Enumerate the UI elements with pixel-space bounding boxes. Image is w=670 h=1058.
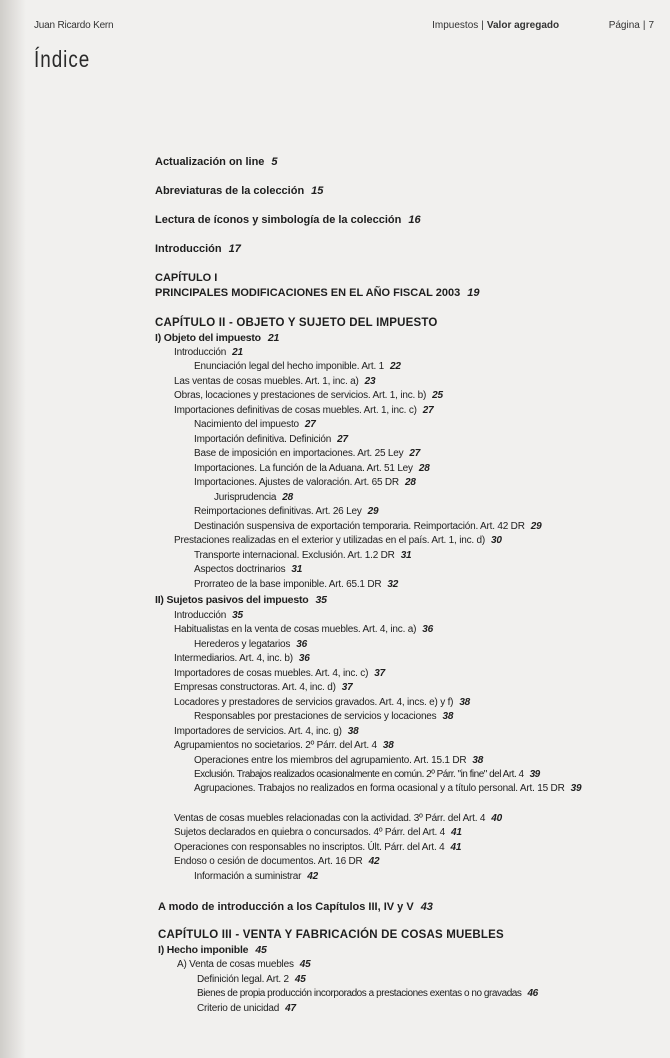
page-title: Índice [34, 46, 91, 72]
toc-entry: Base de imposición en importaciones. Art. 25 Ley 27 [194, 448, 421, 459]
running-head-topic: Impuestos [432, 20, 479, 31]
toc-entry: Exclusión. Trabajos realizados ocasionalmente en común. 2º Párr. "in fine" del Art. 4 39 [194, 769, 540, 780]
running-head-subtopic: Valor agregado [486, 20, 560, 31]
toc-entry: Importaciones. La función de la Aduana. Art. 51 Ley 28 [194, 463, 430, 474]
toc-entry: Importaciones definitivas de cosas muebles. Art. 1, inc. c) 27 [174, 405, 434, 416]
toc-entry: Definición legal. Art. 2 45 [197, 974, 306, 985]
chapter-title: CAPÍTULO III - VENTA Y FABRICACIÓN DE COSAS MUEBLES [158, 929, 504, 941]
toc-entry: Operaciones entre los miembros del agrupamiento. Art. 15.1 DR 38 [194, 755, 484, 766]
toc-entry: Empresas constructoras. Art. 4, inc. d) 37 [174, 682, 353, 693]
section-heading: I) Hecho imponible 45 [158, 944, 267, 956]
toc-entry: Abreviaturas de la colección 15 [155, 185, 324, 197]
chapter-title: PRINCIPALES MODIFICACIONES EN EL AÑO FISCAL 2003 19 [155, 287, 480, 299]
toc-entry: Agrupaciones. Trabajos no realizados en forma ocasional y a título personal. Art. 15 DR 39 [194, 783, 582, 794]
toc-entry: Locadores y prestadores de servicios gravados. Art. 4, incs. e) y f) 38 [174, 697, 471, 708]
toc-entry: Obras, locaciones y prestaciones de servicios. Art. 1, inc. b) 25 [174, 390, 443, 401]
chapter-label: CAPÍTULO I [155, 272, 218, 284]
toc-entry: Criterio de unicidad 47 [197, 1003, 296, 1014]
toc-entry: Importaciones. Ajustes de valoración. Art. 65 DR 28 [194, 477, 416, 488]
toc-entry: Habitualistas en la venta de cosas muebles. Art. 4, inc. a) 36 [174, 624, 433, 635]
toc-entry: Actualización on line 5 [155, 156, 278, 168]
running-head-page-label: Página [608, 20, 640, 31]
toc-entry: Transporte internacional. Exclusión. Art. 1.2 DR 31 [194, 550, 412, 561]
running-head-page-number: 7 [648, 20, 654, 31]
toc-entry: Ventas de cosas muebles relacionadas con la actividad. 3º Párr. del Art. 4 40 [174, 813, 502, 824]
toc-entry: A) Venta de cosas muebles 45 [177, 959, 311, 970]
toc-entry: Destinación suspensiva de exportación temporaria. Reimportación. Art. 42 DR 29 [194, 521, 542, 532]
section-heading: II) Sujetos pasivos del impuesto 35 [155, 594, 327, 606]
toc-entry: Operaciones con responsables no inscriptos. Últ. Párr. del Art. 4 41 [174, 842, 462, 853]
toc-entry: Bienes de propia producción incorporados a prestaciones exentas o no gravadas 46 [197, 988, 538, 999]
toc-entry: Reimportaciones definitivas. Art. 26 Ley 29 [194, 506, 379, 517]
toc-entry: Prestaciones realizadas en el exterior y utilizadas en el país. Art. 1, inc. d) 30 [174, 535, 502, 546]
toc-entry: Información a suministrar 42 [194, 871, 318, 882]
toc-entry: Prorrateo de la base imponible. Art. 65.1 DR 32 [194, 579, 399, 590]
toc-entry: Las ventas de cosas muebles. Art. 1, inc. a) 23 [174, 376, 376, 387]
toc-entry: Importadores de cosas muebles. Art. 4, inc. c) 37 [174, 668, 385, 679]
toc-entry: Lectura de íconos y simbología de la colección 16 [155, 214, 421, 226]
toc-entry: Enunciación legal del hecho imponible. Art. 1 22 [194, 361, 401, 372]
toc-entry: Agrupamientos no societarios. 2º Párr. del Art. 4 38 [174, 740, 394, 751]
toc-entry: Aspectos doctrinarios 31 [194, 564, 303, 575]
chapter-title: CAPÍTULO II - OBJETO Y SUJETO DEL IMPUESTO [155, 317, 438, 329]
toc-entry: Intermediarios. Art. 4, inc. b) 36 [174, 653, 310, 664]
toc-entry: Herederos y legatarios 36 [194, 639, 307, 650]
toc-entry: Jurisprudencia 28 [214, 492, 293, 503]
toc-entry: Responsables por prestaciones de servicios y locaciones 38 [194, 711, 454, 722]
toc-entry: A modo de introducción a los Capítulos III, IV y V 43 [158, 901, 433, 913]
running-head-author: Juan Ricardo Kern [34, 20, 114, 31]
toc-entry: Introducción 35 [174, 610, 243, 621]
toc-entry: Sujetos declarados en quiebra o concursados. 4º Párr. del Art. 4 41 [174, 827, 462, 838]
running-head-section: Impuestos | Valor agregado Página | 7 [432, 20, 654, 31]
toc-entry: Importación definitiva. Definición 27 [194, 434, 348, 445]
toc-entry: Endoso o cesión de documentos. Art. 16 DR 42 [174, 856, 380, 867]
toc-entry: Nacimiento del impuesto 27 [194, 419, 316, 430]
toc-entry: Introducción 17 [155, 243, 241, 255]
toc-entry: Importadores de servicios. Art. 4, inc. g) 38 [174, 726, 359, 737]
section-heading: I) Objeto del impuesto 21 [155, 332, 280, 344]
toc-entry: Introducción 21 [174, 347, 243, 358]
